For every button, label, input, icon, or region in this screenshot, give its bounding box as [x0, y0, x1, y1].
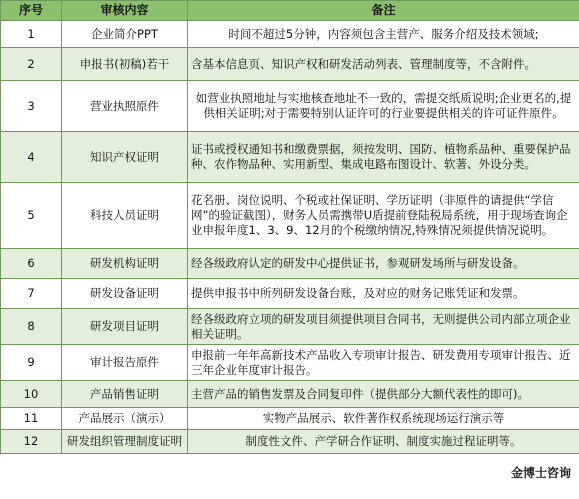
watermark-left: 企业微信 — [6, 482, 50, 495]
row-no: 1 — [1, 21, 62, 48]
table-row — [1, 408, 579, 430]
row-note: 证书或授权通知书和缴费票据，须按发明、国防、植物系品种、重要保护品种、农作物品种、实用新型、集成电路布图设计、软著、外设分类。 — [188, 132, 579, 183]
row-item: 申报书(初稿)若干 — [62, 48, 188, 81]
table-row — [1, 249, 579, 279]
table-row — [1, 309, 579, 345]
table-row — [1, 48, 579, 81]
table-row — [1, 345, 579, 381]
row-note: 实物产品展示、软件著作权系统现场运行演示等 — [188, 408, 579, 430]
row-no: 2 — [1, 48, 62, 81]
row-no: 12 — [1, 430, 62, 454]
header-item: 审核内容 — [62, 1, 188, 21]
row-item: 研发设备证明 — [62, 279, 188, 309]
row-note: 提供申报书中所列研发设备台账，及对应的财务记账凭证和发票。 — [188, 279, 579, 309]
row-note: 含基本信息页、知识产权和研发活动列表、管理制度等，不含附件。 — [188, 48, 579, 81]
table-row — [1, 430, 579, 454]
table-row — [1, 381, 579, 408]
row-item: 企业简介PPT — [62, 21, 188, 48]
row-note: 申报前一年年高新技术产品收入专项审计报告、研发费用专项审计报告、近三年企业年度审计报告。 — [188, 345, 579, 381]
row-note: 时间不超过5分钟，内容须包含主营产、服务介绍及技术领域; — [188, 21, 579, 48]
row-no: 3 — [1, 81, 62, 132]
row-note: 主营产品的销售发票及合同复印件（提供部分大额代表性的即可)。 — [188, 381, 579, 408]
table-row — [1, 279, 579, 309]
header-no: 序号 — [1, 1, 62, 21]
row-item: 营业执照原件 — [62, 81, 188, 132]
watermark-right: 金博士咨询 — [510, 466, 571, 480]
row-no: 5 — [1, 183, 62, 249]
row-item: 研发机构证明 — [62, 249, 188, 279]
row-note: 花名册、岗位说明、个税或社保证明、学历证明（非原件的请提供“学信网”的验证截图），财务人员需携带U盾提前登陆税局系统，用于现场查询企业申报年度1、3、9、12月的个税缴纳情况,特殊情况须提供情况说明。 — [188, 183, 579, 249]
row-no: 9 — [1, 345, 62, 381]
header-row — [1, 1, 579, 21]
row-no: 4 — [1, 132, 62, 183]
row-item: 研发项目证明 — [62, 309, 188, 345]
header-note: 备注 — [188, 1, 579, 21]
table-row — [1, 183, 579, 249]
table-row — [1, 21, 579, 48]
row-note: 制度性文件、产学研合作证明、制度实施过程证明等。 — [188, 430, 579, 454]
row-item: 产品展示（演示） — [62, 408, 188, 430]
row-note: 经各级政府认定的研发中心提供证书，参观研发场所与研发设备。 — [188, 249, 579, 279]
row-item: 审计报告原件 — [62, 345, 188, 381]
row-no: 6 — [1, 249, 62, 279]
row-no: 8 — [1, 309, 62, 345]
row-note: 经各级政府立项的研发项目须提供项目合同书，无则提供公司内部立项企业相关证明。 — [188, 309, 579, 345]
row-no: 7 — [1, 279, 62, 309]
row-item: 产品销售证明 — [62, 381, 188, 408]
row-no: 11 — [1, 408, 62, 430]
row-item: 研发组织管理制度证明 — [62, 430, 188, 454]
table-row — [1, 81, 579, 132]
row-item: 知识产权证明 — [62, 132, 188, 183]
row-no: 10 — [1, 381, 62, 408]
row-item: 科技人员证明 — [62, 183, 188, 249]
row-note: 如营业执照地址与实地核查地址不一致的，需提交纸质说明;企业更名的,提供相关证明;对于需要特别认证许可的行业要提供相关的许可证件原件。 — [188, 81, 579, 132]
table-row — [1, 132, 579, 183]
